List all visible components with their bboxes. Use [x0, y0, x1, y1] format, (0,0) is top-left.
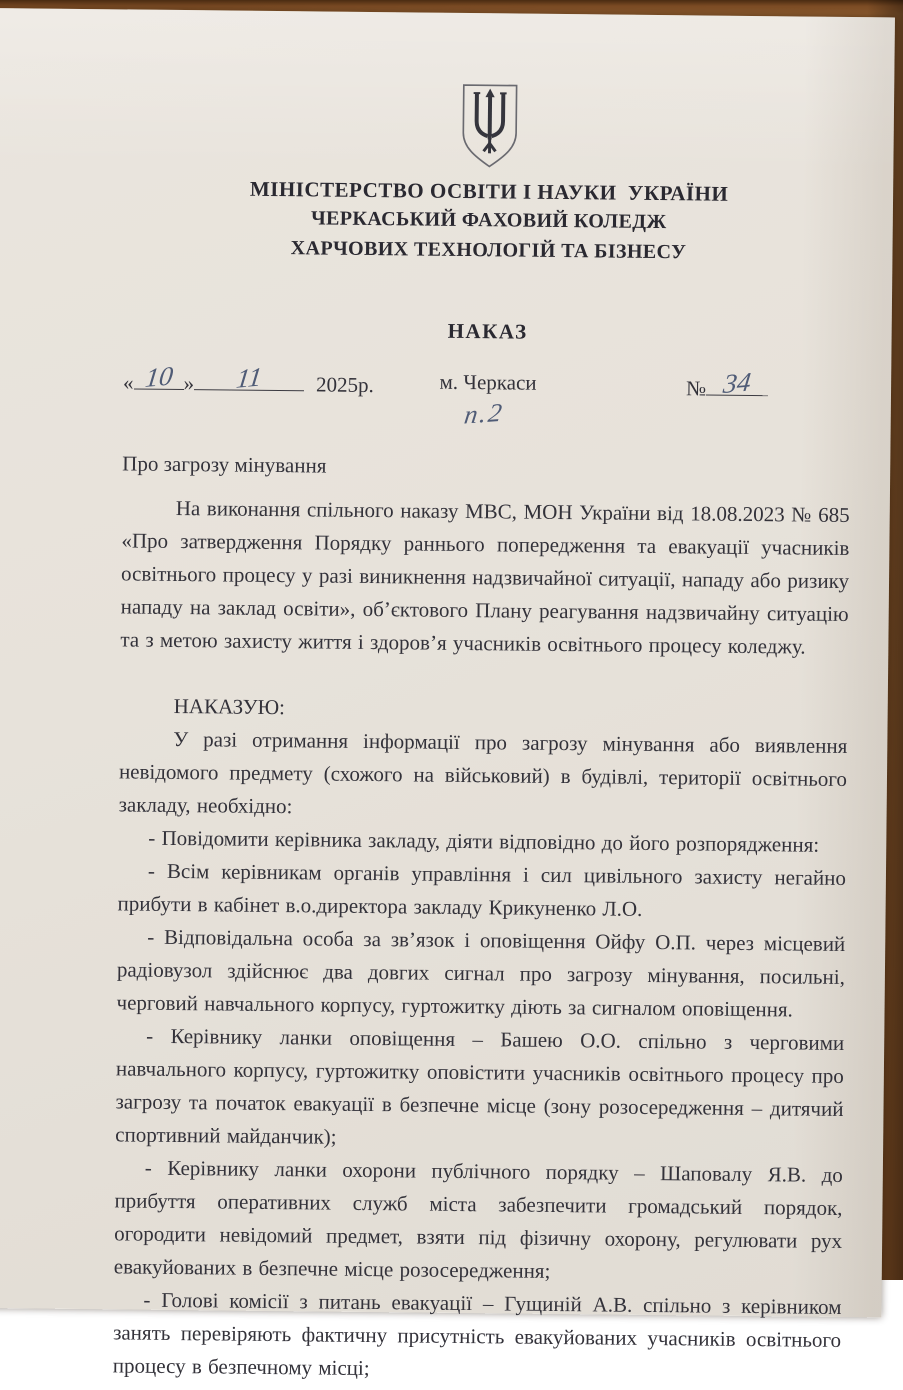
paragraph-item-alert-unit: - Керівнику ланки оповіщення – Башею О.О. спільно з черговими навчального корпусу, гуртожитку оповістити учасників освітнього процесу про загрозу та початок евакуації в безпечне місце (зону розосередження – дитячий спортивний майданчик);: [115, 1023, 845, 1149]
order-meta-row: [122, 360, 851, 430]
month-blank-line: [194, 361, 304, 394]
day-blank-line: [134, 360, 184, 393]
handwritten-month: 11: [234, 361, 264, 394]
order-city: [423, 369, 553, 430]
paragraph-item-public-order: - Керівнику ланки охорони публічного порядку – Шаповалу Я.В. до прибуття оперативних служб міста забезпечити громадський порядок, огородити невідомий предмет, взяти під фізичну охорону, регулювати рух евакуйованих в безпечне місце розосередження;: [113, 1155, 843, 1283]
number-sign: №: [685, 376, 707, 401]
college-name-line2: ХАРЧОВИХ ТЕХНОЛОГІЙ ТА БІЗНЕСУ: [290, 237, 687, 264]
order-date: [122, 360, 374, 398]
order-title: НАКАЗ: [447, 318, 528, 344]
order-number: [685, 366, 768, 402]
year-label: 2025р.: [315, 372, 374, 398]
ministry-title: МІНІСТЕРСТВО ОСВІТИ І НАУКИ УКРАЇНИ: [249, 176, 729, 206]
paragraph-item-leaders-arrive: - Всім керівникам органів управління і сил цивільного захисту негайно прибути в кабінет в.о.директора закладу Крикуненко Л.О.: [117, 858, 847, 921]
number-blank-line: [706, 366, 768, 400]
order-subject: Про загрозу мінування: [122, 451, 327, 478]
paragraph-item-communication: - Відповідальна особа за зв’язок і оповіщення Ойфу О.П. через місцевий радіовузол здійснює два довгих сигнал про загрозу мінування, посильні, черговий навчального корпусу, гуртожитку діють за сигналом оповіщення.: [116, 924, 846, 1022]
paragraph-nakazuyu: НАКАЗУЮ:: [173, 693, 286, 720]
document-content: [113, 9, 855, 1390]
city-label: м. Черкаси: [439, 369, 537, 395]
paper-sheet: [0, 8, 895, 1381]
college-name-line1: ЧЕРКАСЬКИЙ ФАХОВИЙ КОЛЕДЖ: [310, 207, 667, 234]
handwritten-day: 10: [143, 360, 175, 393]
ukraine-trident-emblem-icon: [456, 80, 523, 173]
handwritten-note-p2: п.2: [462, 397, 506, 430]
paragraph-instruction-intro: У разі отримання інформації про загрозу мінування або виявлення невідомого предмету (схожого на військовий) в будівлі, території освітнього закладу, необхідно:: [118, 726, 848, 819]
paragraph-item-evacuation-commission: - Голові комісії з питань евакуації – Гущиній А.В. спільно з керівником занять перевіряють фактичну присутність евакуйованих учасників освітнього процесу в безпечному місці;: [112, 1287, 842, 1381]
paragraph-item-notify-head: - Повідомити керівника закладу, діяти відповідно до його розпорядження:: [148, 825, 820, 857]
paragraph-preamble: На виконання спільного наказу МВС, МОН України від 18.08.2023 № 685 «Про затвердження Порядку раннього попередження та евакуації учасників освітнього процесу у разі виникнення надзвичайної ситуації, нападу або ризику нападу на заклад освіти», об’єктового Плану реагування надзвичайну ситуацію та з метою захисту життя і здоров’я учасників освітнього процесу коледжу.: [120, 495, 850, 659]
close-quote: »: [183, 371, 195, 396]
open-quote: «: [122, 370, 134, 395]
handwritten-number: 34: [721, 366, 753, 400]
